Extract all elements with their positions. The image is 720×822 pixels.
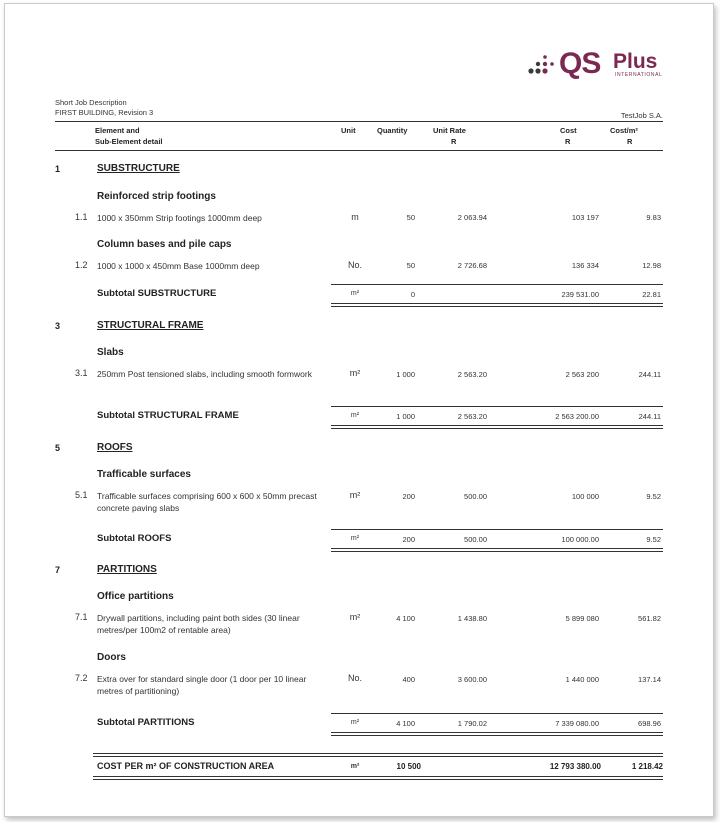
section-title: ROOFS [97, 442, 133, 453]
section-title: PARTITIONS [97, 564, 157, 575]
group-title: Reinforced strip footings [97, 191, 216, 202]
header-rule [55, 121, 663, 122]
subtotal-quantity: 200 [402, 535, 415, 544]
item-unit: m² [349, 490, 361, 500]
item-description: 1000 x 350mm Strip footings 1000mm deep [97, 213, 262, 223]
logo-tagline: INTERNATIONAL [615, 72, 663, 78]
item-cost: 2 563 200 [565, 370, 599, 379]
col-cost: Cost [560, 126, 577, 135]
subtotal-rule-top [331, 284, 663, 285]
logo-dots-icon [527, 54, 557, 76]
subtotal-rule-bottom [331, 732, 663, 736]
subtotal-label: Subtotal PARTITIONS [97, 717, 195, 728]
item-number: 1.2 [75, 260, 88, 270]
item-cost: 136 334 [571, 261, 599, 270]
subtotal-unit: m² [350, 412, 360, 419]
group-title: Column bases and pile caps [97, 239, 232, 250]
subtotal-cost-per-m2: 22.81 [642, 290, 661, 299]
total-cost-per-m2: 1 218.42 [631, 762, 663, 771]
item-description: Drywall partitions, including paint both sides (30 linear metres/per 100m2 of rentable area) [97, 613, 300, 635]
subtotal-label: Subtotal ROOFS [97, 533, 172, 544]
total-quantity: 10 500 [396, 762, 421, 771]
item-number: 7.2 [75, 673, 88, 683]
item-rate: 2 563.20 [457, 370, 487, 379]
group-title: Slabs [97, 347, 124, 358]
subtotal-unit: m² [350, 290, 360, 297]
total-rule-bottom [93, 776, 663, 777]
item-rate: 2 726.68 [457, 261, 487, 270]
subtotal-rule-bottom [331, 548, 663, 552]
subtotal-cost-per-m2: 9.52 [646, 535, 661, 544]
item-description: Extra over for standard single door (1 door per 10 linear metres of partitioning) [97, 674, 307, 696]
item-description: 1000 x 1000 x 450mm Base 1000mm deep [97, 261, 260, 271]
col-unit: Unit [341, 126, 356, 135]
subtotal-rule-bottom [331, 303, 663, 307]
item-cost: 100 000 [571, 492, 599, 501]
col-unit-rate: Unit Rate [433, 126, 466, 135]
item-unit: No. [347, 260, 362, 270]
subtotal-cost-per-m2: 244.11 [638, 412, 661, 421]
logo-plus-text: Plus [613, 50, 658, 73]
item-quantity: 4 100 [396, 614, 415, 623]
subtotal-rule-bottom [331, 425, 663, 429]
logo-qs-text: QS [559, 47, 601, 80]
subtotal-quantity: 4 100 [396, 719, 415, 728]
document-page [4, 3, 714, 817]
item-cost-per-m2: 561.82 [638, 614, 661, 623]
total-rule-bottom-2 [93, 779, 663, 780]
section-number: 3 [55, 321, 61, 331]
job-name: FIRST BUILDING, Revision 3 [55, 108, 154, 117]
item-unit: m [351, 212, 359, 222]
group-title: Doors [97, 652, 126, 663]
subtotal-cost-per-m2: 698.96 [638, 719, 661, 728]
item-cost: 103 197 [571, 213, 599, 222]
item-unit: m² [349, 368, 361, 378]
item-unit: No. [347, 673, 362, 683]
item-cost: 5 899 080 [565, 614, 599, 623]
section-number: 1 [55, 164, 61, 174]
group-title: Office partitions [97, 591, 174, 602]
item-number: 7.1 [75, 612, 88, 622]
item-rate: 1 438.80 [457, 614, 487, 623]
subtotal-unit: m² [350, 719, 360, 726]
subtotal-quantity: 0 [410, 290, 415, 299]
subtotal-cost: 2 563 200.00 [555, 412, 599, 421]
section-number: 7 [55, 565, 61, 575]
total-rule-top [93, 753, 663, 754]
item-cost-per-m2: 244.11 [638, 370, 661, 379]
item-rate: 500.00 [464, 492, 487, 501]
subtotal-unit: m² [350, 535, 360, 542]
group-title: Trafficable surfaces [97, 469, 191, 480]
col-cost-currency: R [565, 137, 571, 146]
item-quantity: 50 [406, 213, 415, 222]
total-rule-top-2 [93, 756, 663, 757]
subtotal-cost: 239 531.00 [561, 290, 599, 299]
subtotal-rule-top [331, 529, 663, 530]
col-element: Element and [95, 126, 140, 135]
subtotal-label: Subtotal STRUCTURAL FRAME [97, 410, 239, 421]
subtotal-rule-top [331, 406, 663, 407]
item-cost-per-m2: 9.52 [646, 492, 661, 501]
col-quantity: Quantity [377, 126, 408, 135]
subtotal-rate: 1 790.02 [457, 719, 487, 728]
col-cost-per-m2: Cost/m² [610, 126, 638, 135]
item-rate: 3 600.00 [457, 675, 487, 684]
item-quantity: 1 000 [396, 370, 415, 379]
item-cost: 1 440 000 [565, 675, 599, 684]
col-unit-rate-currency: R [451, 137, 457, 146]
total-unit: m² [350, 763, 360, 770]
section-title: STRUCTURAL FRAME [97, 320, 204, 331]
columns-rule [55, 150, 663, 151]
subtotal-cost: 7 339 080.00 [555, 719, 599, 728]
item-cost-per-m2: 12.98 [642, 261, 661, 270]
item-number: 5.1 [75, 490, 88, 500]
company-name: TestJob S.A. [620, 111, 663, 120]
total-cost: 12 793 380.00 [549, 762, 601, 771]
subtotal-rate: 2 563.20 [457, 412, 487, 421]
item-quantity: 50 [406, 261, 415, 270]
item-cost-per-m2: 9.83 [646, 213, 661, 222]
total-label: COST PER m² OF CONSTRUCTION AREA [97, 761, 275, 771]
subtotal-label: Subtotal SUBSTRUCTURE [97, 288, 217, 299]
section-title: SUBSTRUCTURE [97, 163, 180, 174]
section-number: 5 [55, 443, 61, 453]
subtotal-rule-top [331, 713, 663, 714]
col-cost-per-m2-currency: R [627, 137, 633, 146]
item-quantity: 200 [402, 492, 415, 501]
item-description: 250mm Post tensioned slabs, including smooth formwork [97, 369, 312, 379]
item-number: 1.1 [75, 212, 88, 222]
item-quantity: 400 [402, 675, 415, 684]
subtotal-cost: 100 000.00 [561, 535, 599, 544]
job-label: Short Job Description [55, 98, 127, 107]
item-number: 3.1 [75, 368, 88, 378]
item-unit: m² [349, 612, 361, 622]
item-rate: 2 063.94 [457, 213, 487, 222]
item-description: Trafficable surfaces comprising 600 x 600 x 50mm precast concrete paving slabs [97, 491, 317, 513]
subtotal-quantity: 1 000 [396, 412, 415, 421]
item-cost-per-m2: 137.14 [638, 675, 661, 684]
subtotal-rate: 500.00 [464, 535, 487, 544]
col-subelement: Sub-Element detail [95, 137, 163, 146]
